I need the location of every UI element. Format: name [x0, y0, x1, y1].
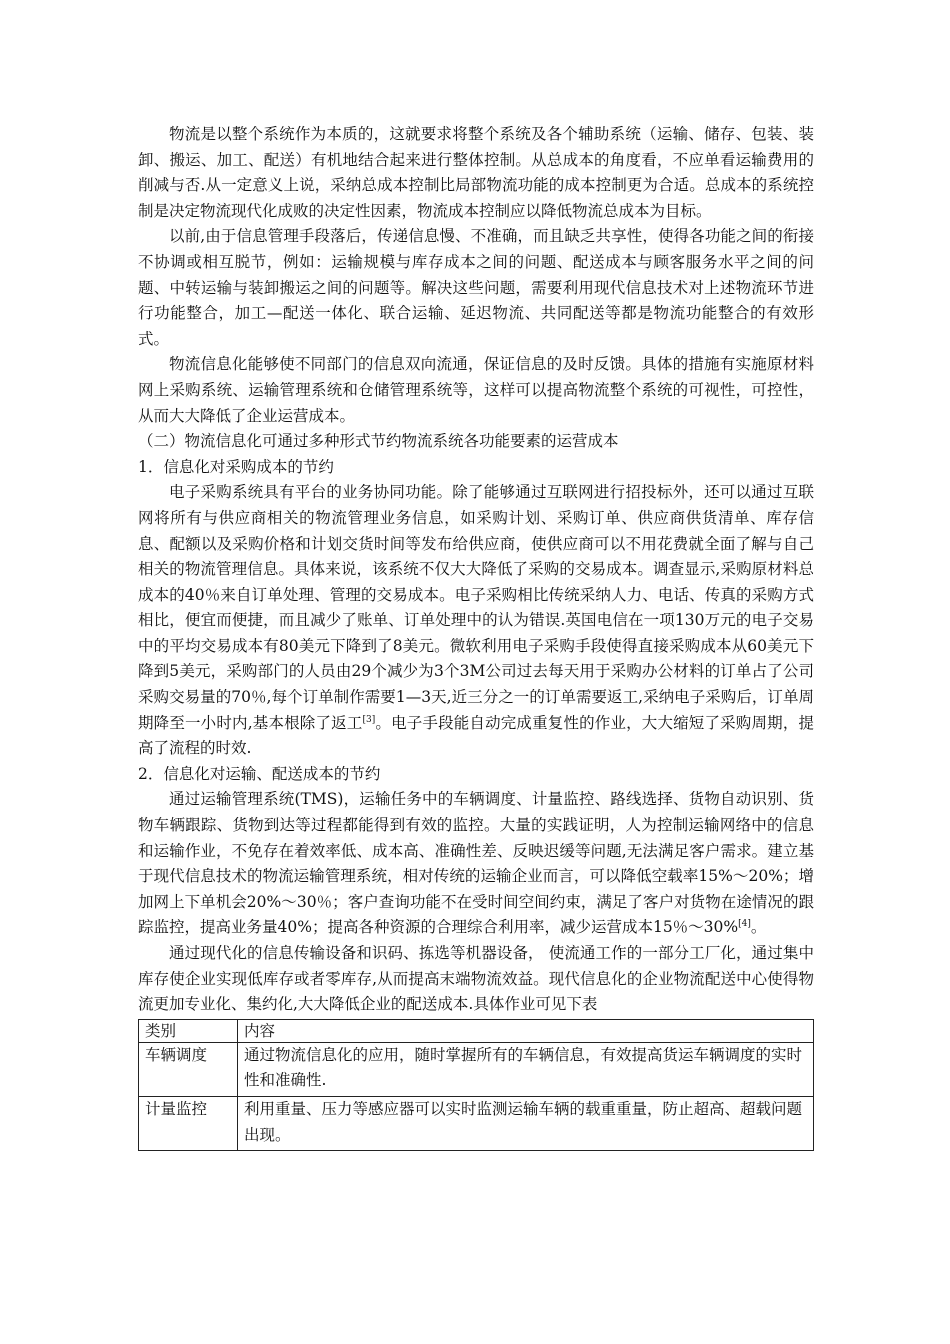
table-header-category: 类别	[139, 1019, 238, 1042]
table-cell-content: 通过物流信息化的应用，随时掌握所有的车辆信息，有效提高货运车辆调度的实时性和准确性.	[238, 1042, 814, 1096]
table-header-content: 内容	[238, 1019, 814, 1042]
paragraph-info-flow: 物流信息化能够使不同部门的信息双向流通，保证信息的及时反馈。具体的措施有实施原材料网上采购系统、运输管理系统和仓储管理系统等，这样可以提高物流整个系统的可视性，可控性，从而大大降低了企业运营成本。	[138, 355, 814, 425]
paragraph-info-management: 以前,由于信息管理手段落后，传递信息慢、不准确，而且缺乏共享性，使得各功能之间的衔接不协调或相互脱节，例如：运输规模与库存成本之间的问题、配送成本与顾客服务水平之间的问题、中转运输与装卸搬运之间的问题等。解决这些问题，需要利用现代信息技术对上述物流环节进行功能整合，加工—配送一体化、联合运输、延迟物流、共同配送等都是物流功能整合的有效形式。	[138, 227, 814, 348]
paragraph-tms	[138, 787, 814, 941]
subheading-procurement: 1．信息化对采购成本的节约	[138, 457, 334, 476]
table-cell-category: 车辆调度	[139, 1042, 238, 1096]
operations-table	[138, 1019, 814, 1151]
e-procurement-text: 电子采购系统具有平台的业务协同功能。除了能够通过互联网进行招投标外，还可以通过互联网将所有与供应商相关的物流管理业务信息，如采购计划、采购订单、供应商供货清单、库存信息、配额以及采购价格和计划交货时间等发布给供应商，使供应商可以不用花费就全面了解与自己相关的物流管理信息。具体来说，该系统不仅大大降低了采购的交易成本。调查显示,采购原材料总成本的40％来自订单处理、管理的交易成本。电子采购相比传统采纳人力、电话、传真的采购方式相比，便宜而便捷，而且减少了账单、订单处理中的认为错误.英国电信在一项130万元的电子交易中的平均交易成本有80美元下降到了8美元。微软利用电子采购手段使得直接采购成本从60美元下降到5美元，采购部门的人员由29个减少为3个3M公司过去每天用于采购办公材料的订单占了公司采购交易量的70％,每个订单制作需要1—3天,近三分之一的订单需要返工,采纳电子采购后，订单周期降至一小时内,基本根除了返工	[138, 483, 814, 732]
paragraph-total-cost: 物流是以整个系统作为本质的，这就要求将整个系统及各个辅助系统（运输、储存、包装、装卸、搬运、加工、配送）有机地结合起来进行整体控制。从总成本的角度看，不应单看运输费用的削减与否.从一定意义上说，采纳总成本控制比局部物流功能的成本控制更为合适。总成本的系统控制是决定物流现代化成败的决定性因素，物流成本控制应以降低物流总成本为目标。	[138, 125, 814, 220]
section-heading-2: （二）物流信息化可通过多种形式节约物流系统各功能要素的运营成本	[138, 432, 619, 451]
table-row	[139, 1042, 814, 1096]
table-cell-category: 计量监控	[139, 1096, 238, 1150]
table-row	[139, 1096, 814, 1150]
paragraph-e-procurement	[138, 480, 814, 762]
subheading-transport: 2．信息化对运输、配送成本的节约	[138, 764, 381, 783]
table-header-row	[139, 1019, 814, 1042]
table-cell-content: 利用重量、压力等感应器可以实时监测运输车辆的载重重量，防止超高、超载问题出现。	[238, 1096, 814, 1150]
document-page	[138, 122, 814, 1151]
paragraph-distribution: 通过现代化的信息传输设备和识码、拣选等机器设备， 使流通工作的一部分工厂化，通过集中库存使企业实现低库存或者零库存,从而提高末端物流效益。现代信息化的企业物流配送中心使得物流更加专业化、集约化,大大降低企业的配送成本.具体作业可见下表	[138, 944, 814, 1014]
citation-3: [3]	[362, 714, 376, 725]
tms-text-end: 。	[750, 918, 767, 937]
e-procurement-text-end: 。电子手段能自动完成重复性的作业，大大缩短了采购周期，提高了流程的时效.	[138, 713, 814, 758]
citation-4: [4]	[738, 919, 751, 930]
tms-text: 通过运输管理系统(TMS)，运输任务中的车辆调度、计量监控、路线选择、货物自动识别、货物车辆跟踪、货物到达等过程都能得到有效的监控。大量的实践证明，人为控制运输网络中的信息和运输作业，不免存在着效率低、成本高、准确性差、反映迟缓等问题,无法满足客户需求。建立基于现代信息技术的物流运输管理系统，相对传统的运输企业而言，可以降低空载率15%～20%；增加网上下单机会20%～30％；客户查询功能不在受时间空间约束，满足了客户对货物在途情况的跟踪监控，提高业务量40%；提高各种资源的合理综合利用率，减少运营成本15％～30%	[138, 790, 814, 937]
